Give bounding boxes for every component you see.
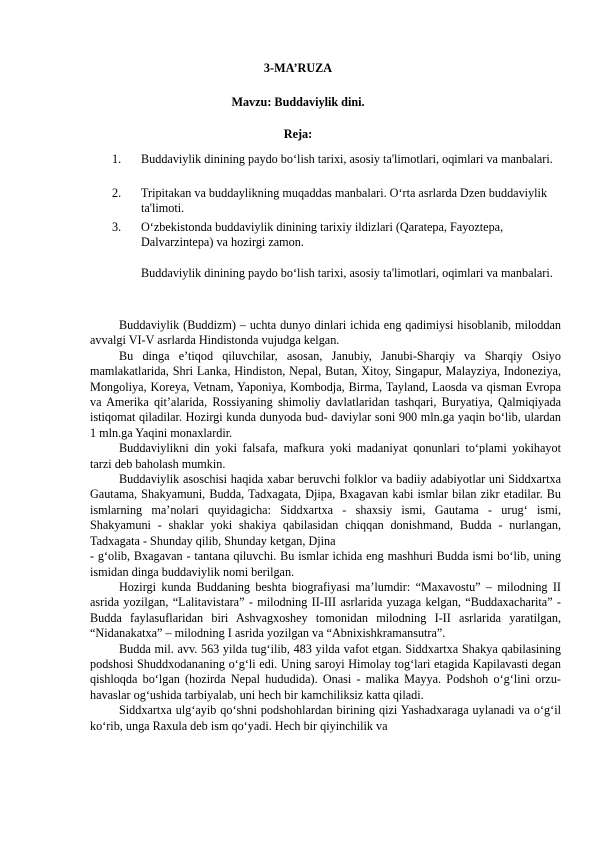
paragraph: Siddxartxa ulg‘ayib qo‘shni podshohlardan birining qizi Yashadxaraga uylanadi va o‘g‘il ko‘rib, unga Raxula deb ism qo‘yadi. Hech bir qiyinchilik va	[90, 703, 561, 733]
paragraph: Budda mil. avv. 563 yilda tug‘ilib, 483 yilda vafot etgan. Siddxartxa Shakya qabilasining podshosi Shuddxodananing o‘g‘li edi. Uning saroyi Himolay tog‘lari etagida Kapilavasti degan qishloqda bo‘lgan (hozirda Nepal hududida). Onasi - malika Mayya. Podshoh o‘g‘lini orzu-havaslar og‘ushida tarbiyalab, uni hech bir kamchiliksiz katta qiladi.	[90, 641, 561, 702]
paragraph: Buddaviylik asoschisi haqida xabar beruvchi folklor va badiiy adabiyotlar uni Siddxartxa Gautama, Shakyamuni, Budda, Tadxagata, Djipa, Bxagavan kabi ismlar bilan zikr etadilar. Bu ismlarning ma’nolari quyidagicha: Siddxartxa - shaxsiy ismi, Gautama - urug‘ ismi, Shakyamuni - shaklar yoki shakiya qabilasidan chiqqan donishmand, Budda - nurlangan, Tadxagata - Shunday qilib, Shunday ketgan, Djina	[90, 472, 561, 548]
plan-item-number: 1.	[112, 152, 122, 166]
paragraph: Hozirgi kunda Buddaning beshta biografiyasi ma’lumdir: “Maxavostu” – milodning II asrida yozilgan, “Lalitavistara” - milodning II-III asrlarida yuzaga kelgan, “Buddaxacharita” - Budda faylasuflaridan biri Ashvagxoshey tomonidan milodning I-II asrlarida yaratilgan, “Nidanakatxa” – milodning I asrida yozilgan va “Abnixishkramansutra”.	[90, 579, 561, 641]
body-text	[90, 318, 561, 734]
paragraph: Buddaviylik (Buddizm) – uchta dunyo dinlari ichida eng qadimiysi hisoblanib, miloddan avvalgi VI-V asrlarda Hindistonda vujudga kelgan.	[90, 318, 561, 348]
plan-item-number: 3.	[112, 220, 122, 234]
paragraph: Bu dinga e’tiqod qiluvchilar, asosan, Janubiy, Janubi-Sharqiy va Sharqiy Osiyo mamlakatlarida, Shri Lanka, Hindiston, Nepal, Butan, Xitoy, Singapur, Malayziya, Indoneziya, Mongoliya, Koreya, Vetnam, Yaponiya, Kombodja, Birma, Tayland, Laosda va qisman Evropa va Amerika qit’alarida, Rossiyaning shimoliy davlatlaridan tashqari, Buryatiya, Qalmiqiyada istiqomat qiladilar. Hozirgi kunda dunyoda bud- daviylar soni 900 mln.ga yaqin bo‘lib, ulardan 1 mln.ga Yaqini monaxlardir.	[90, 348, 561, 440]
plan-item-text: Tripitakan va buddaylikning muqaddas manbalari. O‘rta asrlarda Dzen buddaviylik ta'limoti.	[141, 186, 548, 216]
topic-title: Mavzu: Buddaviylik dini.	[231, 95, 365, 109]
lecture-number: 3-MA’RUZA	[263, 61, 333, 75]
plan-item-text: Buddaviylik dinining paydo bo‘lish tarixi, asosiy ta'limotlari, oqimlari va manbalari.	[141, 152, 553, 166]
section-heading: Buddaviylik dinining paydo bo‘lish tarixi, asosiy ta'limotlari, oqimlari va manbalari.	[141, 266, 553, 280]
plan-item-text: O‘zbekistonda buddaviylik dinining tarixiy ildizlari (Qaratepa, Fayoztepa, Dalvarzintepa) va hozirgi zamon.	[141, 220, 504, 250]
paragraph: Buddaviylikni din yoki falsafa, mafkura yoki madaniyat qonunlari to‘plami yokihayot tarzi deb baholash mumkin.	[90, 441, 561, 471]
paragraph: - g‘olib, Bxagavan - tantana qiluvchi. Bu ismlar ichida eng mashhuri Budda ismi bo‘lib, uning ismidan dinga buddaviylik nomi berilgan.	[90, 549, 561, 579]
plan-item-number: 2.	[112, 186, 122, 200]
plan-label: Reja:	[283, 127, 313, 141]
